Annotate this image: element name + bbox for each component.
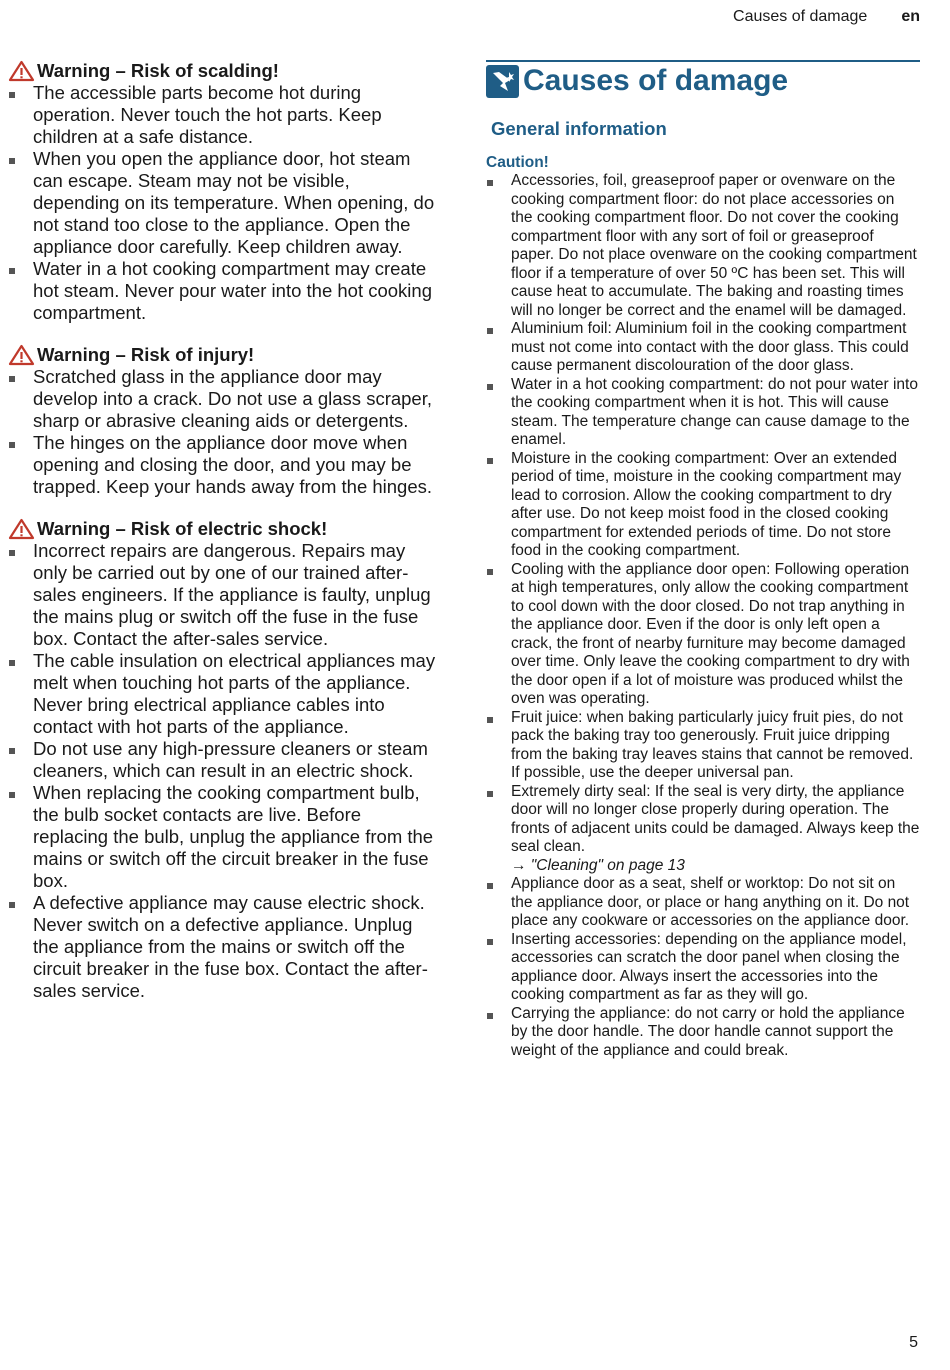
warning-triangle-icon (8, 60, 35, 82)
list-item: Do not use any high-pressure cleaners or steam cleaners, which can result in an electric shock. (8, 738, 440, 782)
warning-injury (8, 344, 440, 498)
right-column (486, 60, 920, 1060)
list-item: Water in a hot cooking compartment may create hot steam. Never pour water into the hot cooking compartment. (8, 258, 440, 324)
list-item-text: Extremely dirty seal: If the seal is very dirty, the appliance door will no longer close properly during operation. The fronts of adjacent units could be damaged. Always keep the seal clean. (511, 782, 920, 855)
list-item: When replacing the cooking compartment bulb, the bulb socket contacts are live. Before replacing the bulb, unplug the appliance from the mains or switch off the circuit breaker in the fuse box. (8, 782, 440, 892)
list-item: Cooling with the appliance door open: Following operation at high temperatures, only allow the cooking compartment to cool down with the door closed. Do not trap anything in the appliance door. Even if the door is only left open a crack, the front of nearby furniture may become damaged over time. Only leave the cooking compartment to dry with the door open if a lot of moisture was produced whilst the oven was operating. (486, 561, 920, 709)
list-item: The accessible parts become hot during operation. Never touch the hot parts. Keep children at a safe distance. (8, 82, 440, 148)
list-item: The cable insulation on electrical appliances may melt when touching hot parts of the appliance. Never bring electrical appliance cables into contact with hot parts of the appliance. (8, 650, 440, 738)
list-item: The hinges on the appliance door move when opening and closing the door, and you may be trapped. Keep your hands away from the hinges. (8, 432, 440, 498)
list-item: Inserting accessories: depending on the appliance model, accessories can scratch the door panel when closing the appliance door. Always insert the accessories into the cooking compartment as far as they will go. (486, 931, 920, 1005)
list-item: Accessories, foil, greaseproof paper or ovenware on the cooking compartment floor: do not place accessories on the cooking compartment floor. Do not cover the cooking compartment floor with any sort of foil or greaseproof paper. Do not place ovenware on the cooking compartment floor if a temperature of over 50 ºC has been set. This will cause heat to accumulate. The baking and roasting times will no longer be correct and the enamel will be damaged. (486, 172, 920, 320)
warning-electric-shock (8, 518, 440, 1002)
list-item: When you open the appliance door, hot steam can escape. Steam may not be visible, depending on its temperature. When opening, do not stand too close to the appliance. Open the appliance door carefully. Keep children away. (8, 148, 440, 258)
warning-triangle-icon (8, 518, 35, 540)
list-item: Moisture in the cooking compartment: Over an extended period of time, moisture in the cooking compartment may lead to corrosion. Allow the cooking compartment to dry after use. Do not keep moist food in the closed cooking compartment for extended periods of time. Do not store food in the cooking compartment. (486, 450, 920, 561)
warning-title: Warning – Risk of injury! (37, 344, 255, 365)
page-number: 5 (909, 1334, 918, 1351)
section-heading (486, 60, 920, 98)
left-column (8, 60, 440, 1022)
warning-scalding (8, 60, 440, 324)
subheading: General information (491, 118, 667, 139)
list-item: Incorrect repairs are dangerous. Repairs may only be carried out by one of our trained after-sales engineers. If the appliance is faulty, unplug the mains plug or switch off the fuse in the fuse box. Contact the after-sales service. (8, 540, 440, 650)
list-item: Appliance door as a seat, shelf or worktop: Do not sit on the appliance door, or place or hang anything on it. Do not place any cookware or accessories on the appliance door. (486, 875, 920, 931)
warning-title: Warning – Risk of scalding! (37, 60, 279, 81)
list-item: Fruit juice: when baking particularly juicy fruit pies, do not pack the baking tray too generously. Fruit juice dripping from the baking tray leaves stains that cannot be removed. If possible, use the deeper universal pan. (486, 709, 920, 783)
cross-reference-link[interactable]: → "Cleaning" on page 13 (511, 856, 685, 874)
list-item-dirty-seal (486, 783, 920, 876)
list-item: Carrying the appliance: do not carry or hold the appliance by the door handle. The door handle cannot support the weight of the appliance and could break. (486, 1005, 920, 1061)
damage-icon (486, 65, 519, 98)
header-section: Causes of damage (733, 8, 868, 25)
list-item: Scratched glass in the appliance door may develop into a crack. Do not use a glass scraper, sharp or abrasive cleaning aids or detergents. (8, 366, 440, 432)
list-item: Water in a hot cooking compartment: do not pour water into the cooking compartment when it is hot. This will cause steam. The temperature change can cause damage to the enamel. (486, 376, 920, 450)
warning-triangle-icon (8, 344, 35, 366)
section-title: Causes of damage (523, 64, 789, 97)
header-language: en (901, 8, 920, 25)
warning-title: Warning – Risk of electric shock! (37, 518, 328, 539)
list-item: Aluminium foil: Aluminium foil in the cooking compartment must not come into contact with the door glass. This could cause permanent discolouration of the door glass. (486, 320, 920, 376)
list-item: A defective appliance may cause electric shock. Never switch on a defective appliance. Unplug the appliance from the mains or switch off the circuit breaker in the fuse box. Contact the after-sales service. (8, 892, 440, 1002)
page-header (733, 8, 920, 26)
caution-label: Caution! (486, 154, 549, 171)
